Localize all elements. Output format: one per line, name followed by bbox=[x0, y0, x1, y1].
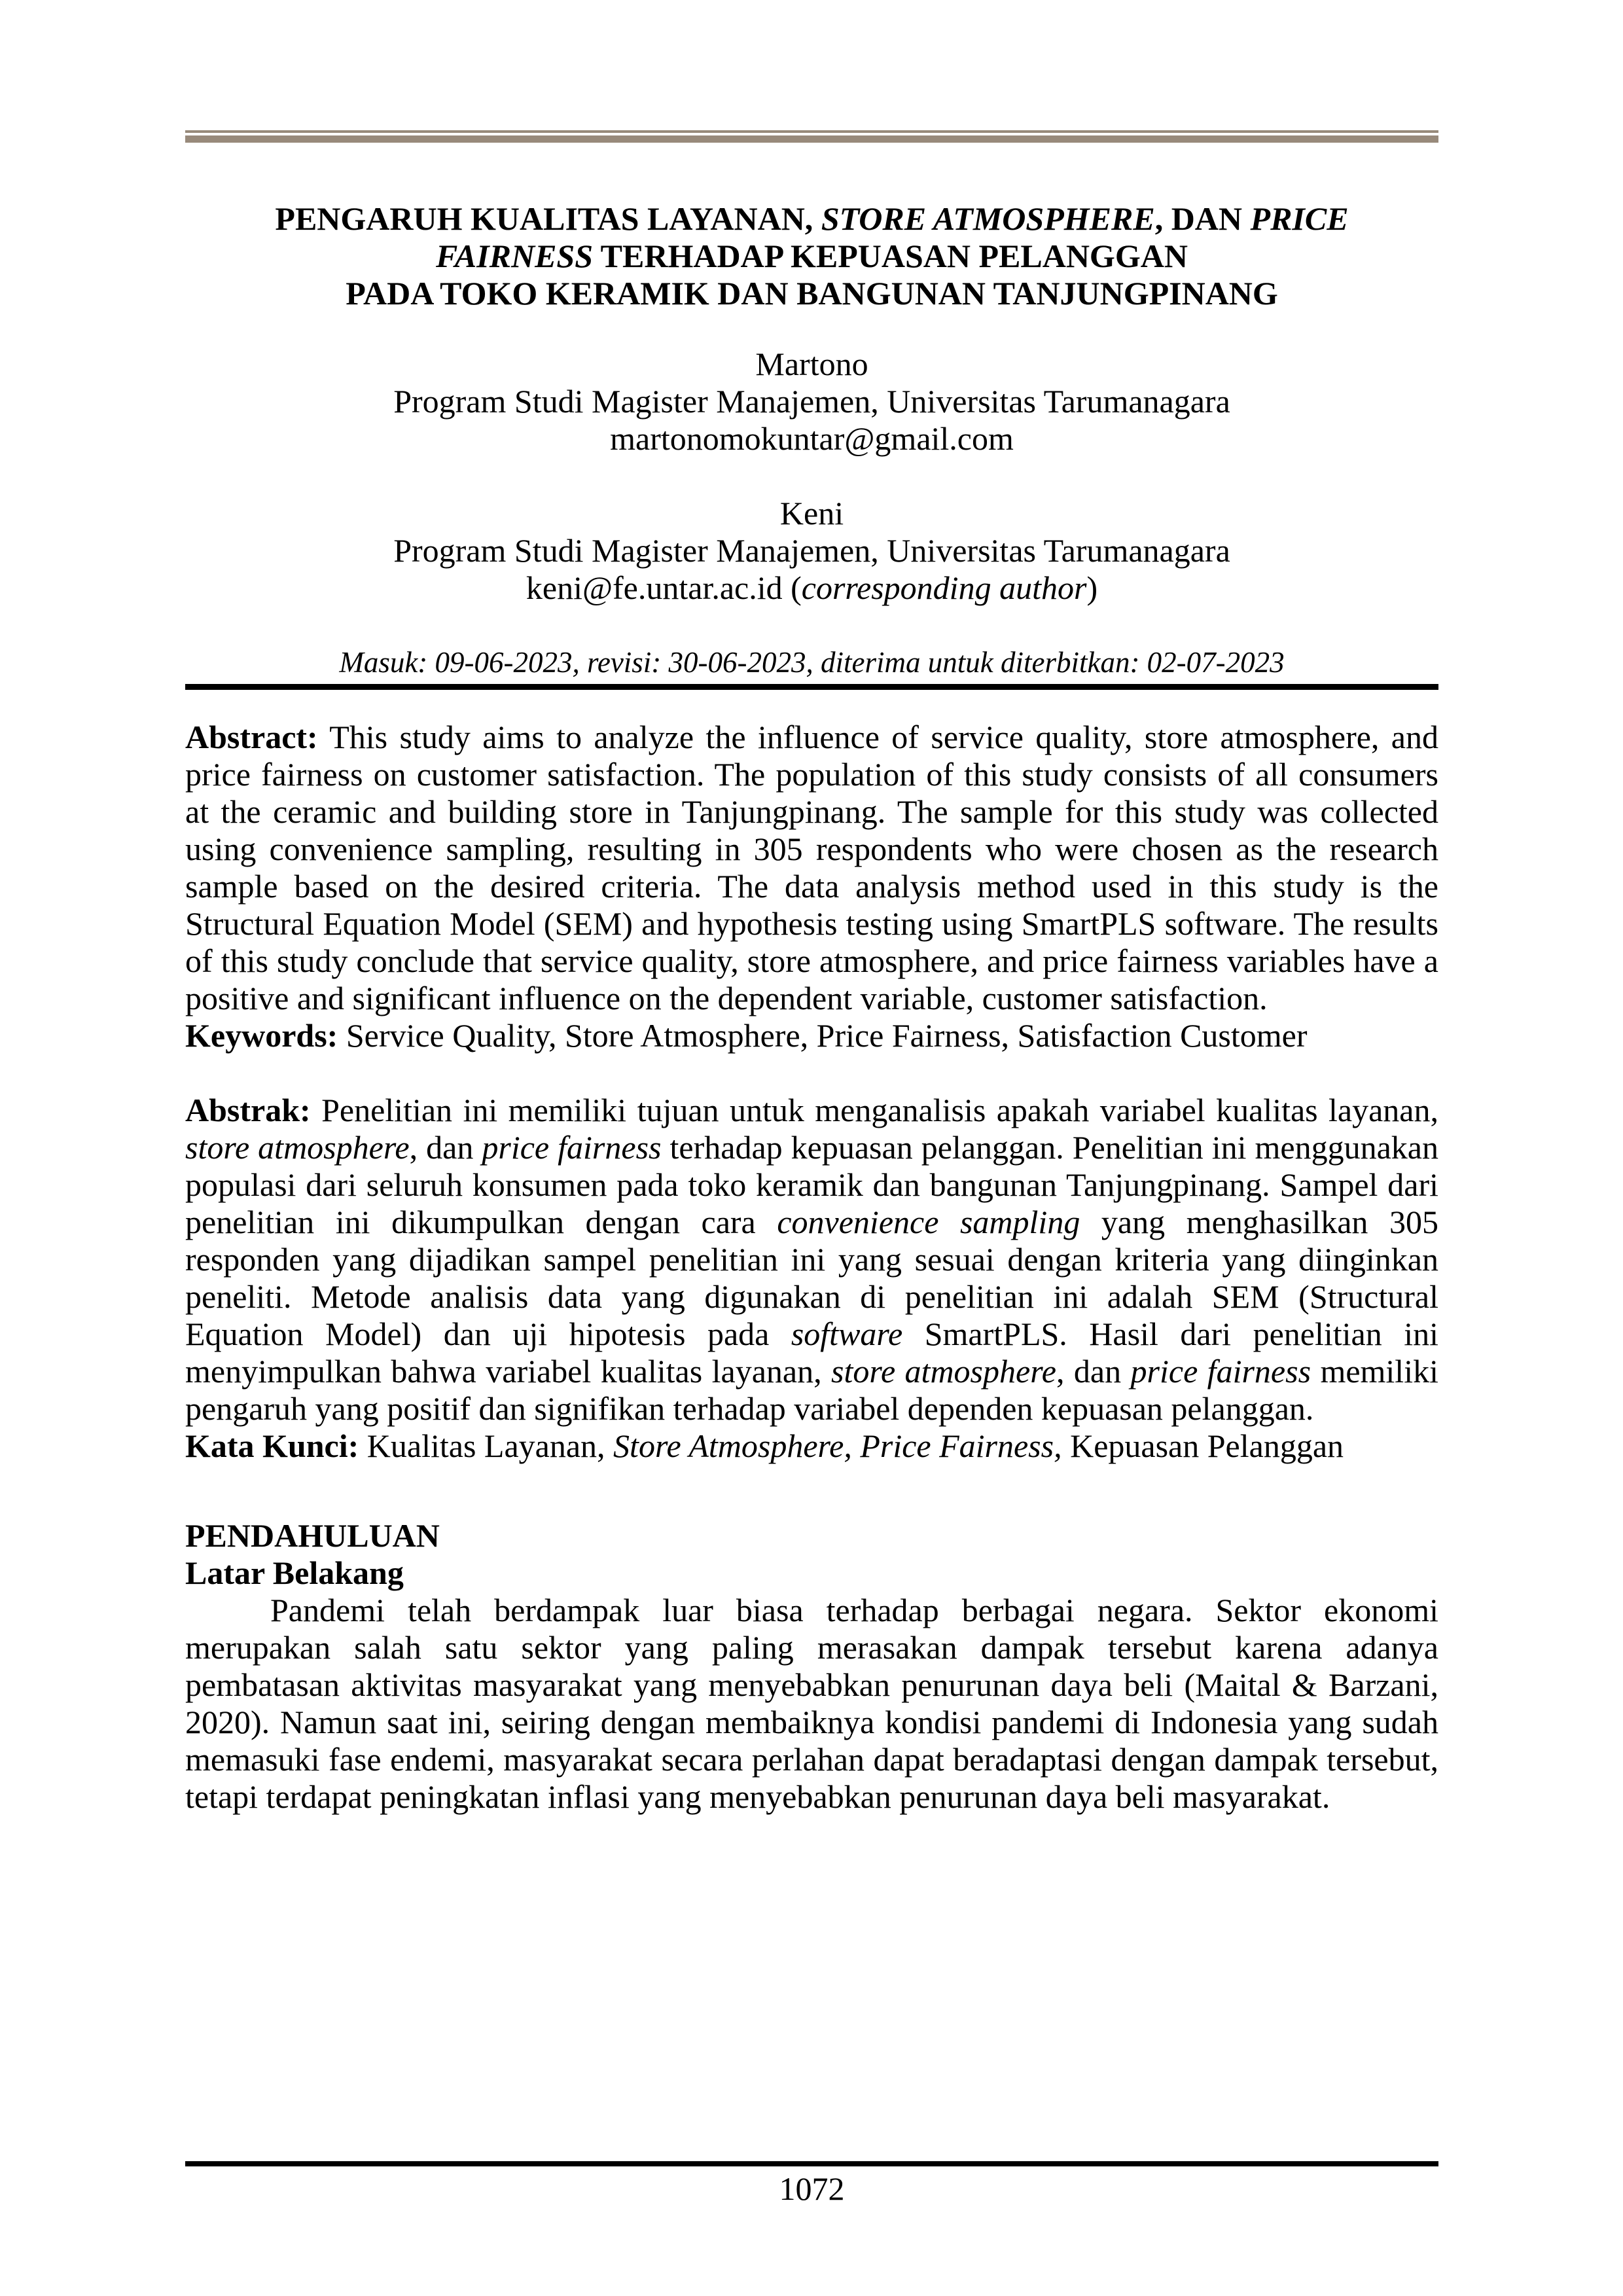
author-block-keni bbox=[185, 495, 1438, 607]
keywords-line: Keywords: Service Quality, Store Atmosphere, Price Fairness, Satisfaction Customer bbox=[185, 1017, 1308, 1054]
author-name: Martono bbox=[755, 346, 868, 382]
page-content bbox=[185, 0, 1438, 1816]
submission-dates: Masuk: 09-06-2023, revisi: 30-06-2023, diterima untuk diterbitkan: 02-07-2023 bbox=[339, 646, 1285, 679]
paper-title bbox=[185, 200, 1438, 312]
author-email: martonomokuntar@gmail.com bbox=[610, 420, 1014, 457]
author-name: Keni bbox=[779, 495, 844, 531]
author-block-martono bbox=[185, 346, 1438, 457]
subsection-heading-latar-belakang: Latar Belakang bbox=[185, 1554, 404, 1591]
body-paragraph: Pandemi telah berdampak luar biasa terhadap berbagai negara. Sektor ekonomi merupakan salah satu sektor yang paling merasakan dampak tersebut karena adanya pembatasan aktivitas masyarakat yang menyebabkan penurunan daya beli (Maital & Barzani, 2020). Namun saat ini, seiring dengan membaiknya kondisi pandemi di Indonesia yang sudah memasuki fase endemi, masyarakat secara perlahan dapat beradaptasi dengan dampak tersebut, tetapi terdapat peningkatan inflasi yang menyebabkan penurunan daya beli masyarakat. bbox=[185, 1592, 1438, 1815]
author-email: keni@fe.untar.ac.id (corresponding author) bbox=[526, 569, 1098, 606]
section-divider-rule bbox=[185, 684, 1438, 690]
title-line-2: FAIRNESS TERHADAP KEPUASAN PELANGGAN bbox=[436, 238, 1188, 274]
header-accent-bar-thick bbox=[185, 135, 1438, 143]
abstrak-paragraph: Abstrak: Penelitian ini memiliki tujuan untuk menganalisis apakah variabel kualitas layanan, store atmosphere, dan price fairness terhadap kepuasan pelanggan. Penelitian ini menggunakan populasi dari seluruh konsumen pada toko keramik dan bangunan Tanjungpinang. Sampel dari penelitian ini dikumpulkan dengan cara convenience sampling yang menghasilkan 305 responden yang dijadikan sampel penelitian ini yang sesuai dengan kriteria yang diinginkan peneliti. Metode analisis data yang digunakan di penelitian ini adalah SEM (Structural Equation Model) dan uji hipotesis pada software SmartPLS. Hasil dari penelitian ini menyimpulkan bahwa variabel kualitas layanan, store atmosphere, dan price fairness memiliki pengaruh yang positif dan signifikan terhadap variabel dependen kepuasan pelanggan. bbox=[185, 1092, 1438, 1427]
footer-rule bbox=[185, 2161, 1438, 2166]
author-affiliation: Program Studi Magister Manajemen, Universitas Tarumanagara bbox=[393, 532, 1230, 569]
section-heading-pendahuluan: PENDAHULUAN bbox=[185, 1517, 440, 1554]
abstract-paragraph: Abstract: This study aims to analyze the influence of service quality, store atmosphere, and price fairness on customer satisfaction. The population of this study consists of all consumers at the ceramic and building store in Tanjungpinang. The sample for this study was collected using convenience sampling, resulting in 305 respondents who were chosen as the research sample based on the desired criteria. The data analysis method used in this study is the Structural Equation Model (SEM) and hypothesis testing using SmartPLS software. The results of this study conclude that service quality, store atmosphere, and price fairness variables have a positive and significant influence on the dependent variable, customer satisfaction. bbox=[185, 719, 1438, 1016]
author-affiliation: Program Studi Magister Manajemen, Universitas Tarumanagara bbox=[393, 383, 1230, 420]
title-line-1: PENGARUH KUALITAS LAYANAN, STORE ATMOSPHERE, DAN PRICE bbox=[275, 200, 1349, 237]
page-number: 1072 bbox=[779, 2170, 845, 2207]
title-line-3: PADA TOKO KERAMIK DAN BANGUNAN TANJUNGPINANG bbox=[346, 275, 1278, 312]
header-accent-bar-thin bbox=[185, 130, 1438, 133]
kata-kunci-line: Kata Kunci: Kualitas Layanan, Store Atmosphere, Price Fairness, Kepuasan Pelanggan bbox=[185, 1427, 1344, 1464]
